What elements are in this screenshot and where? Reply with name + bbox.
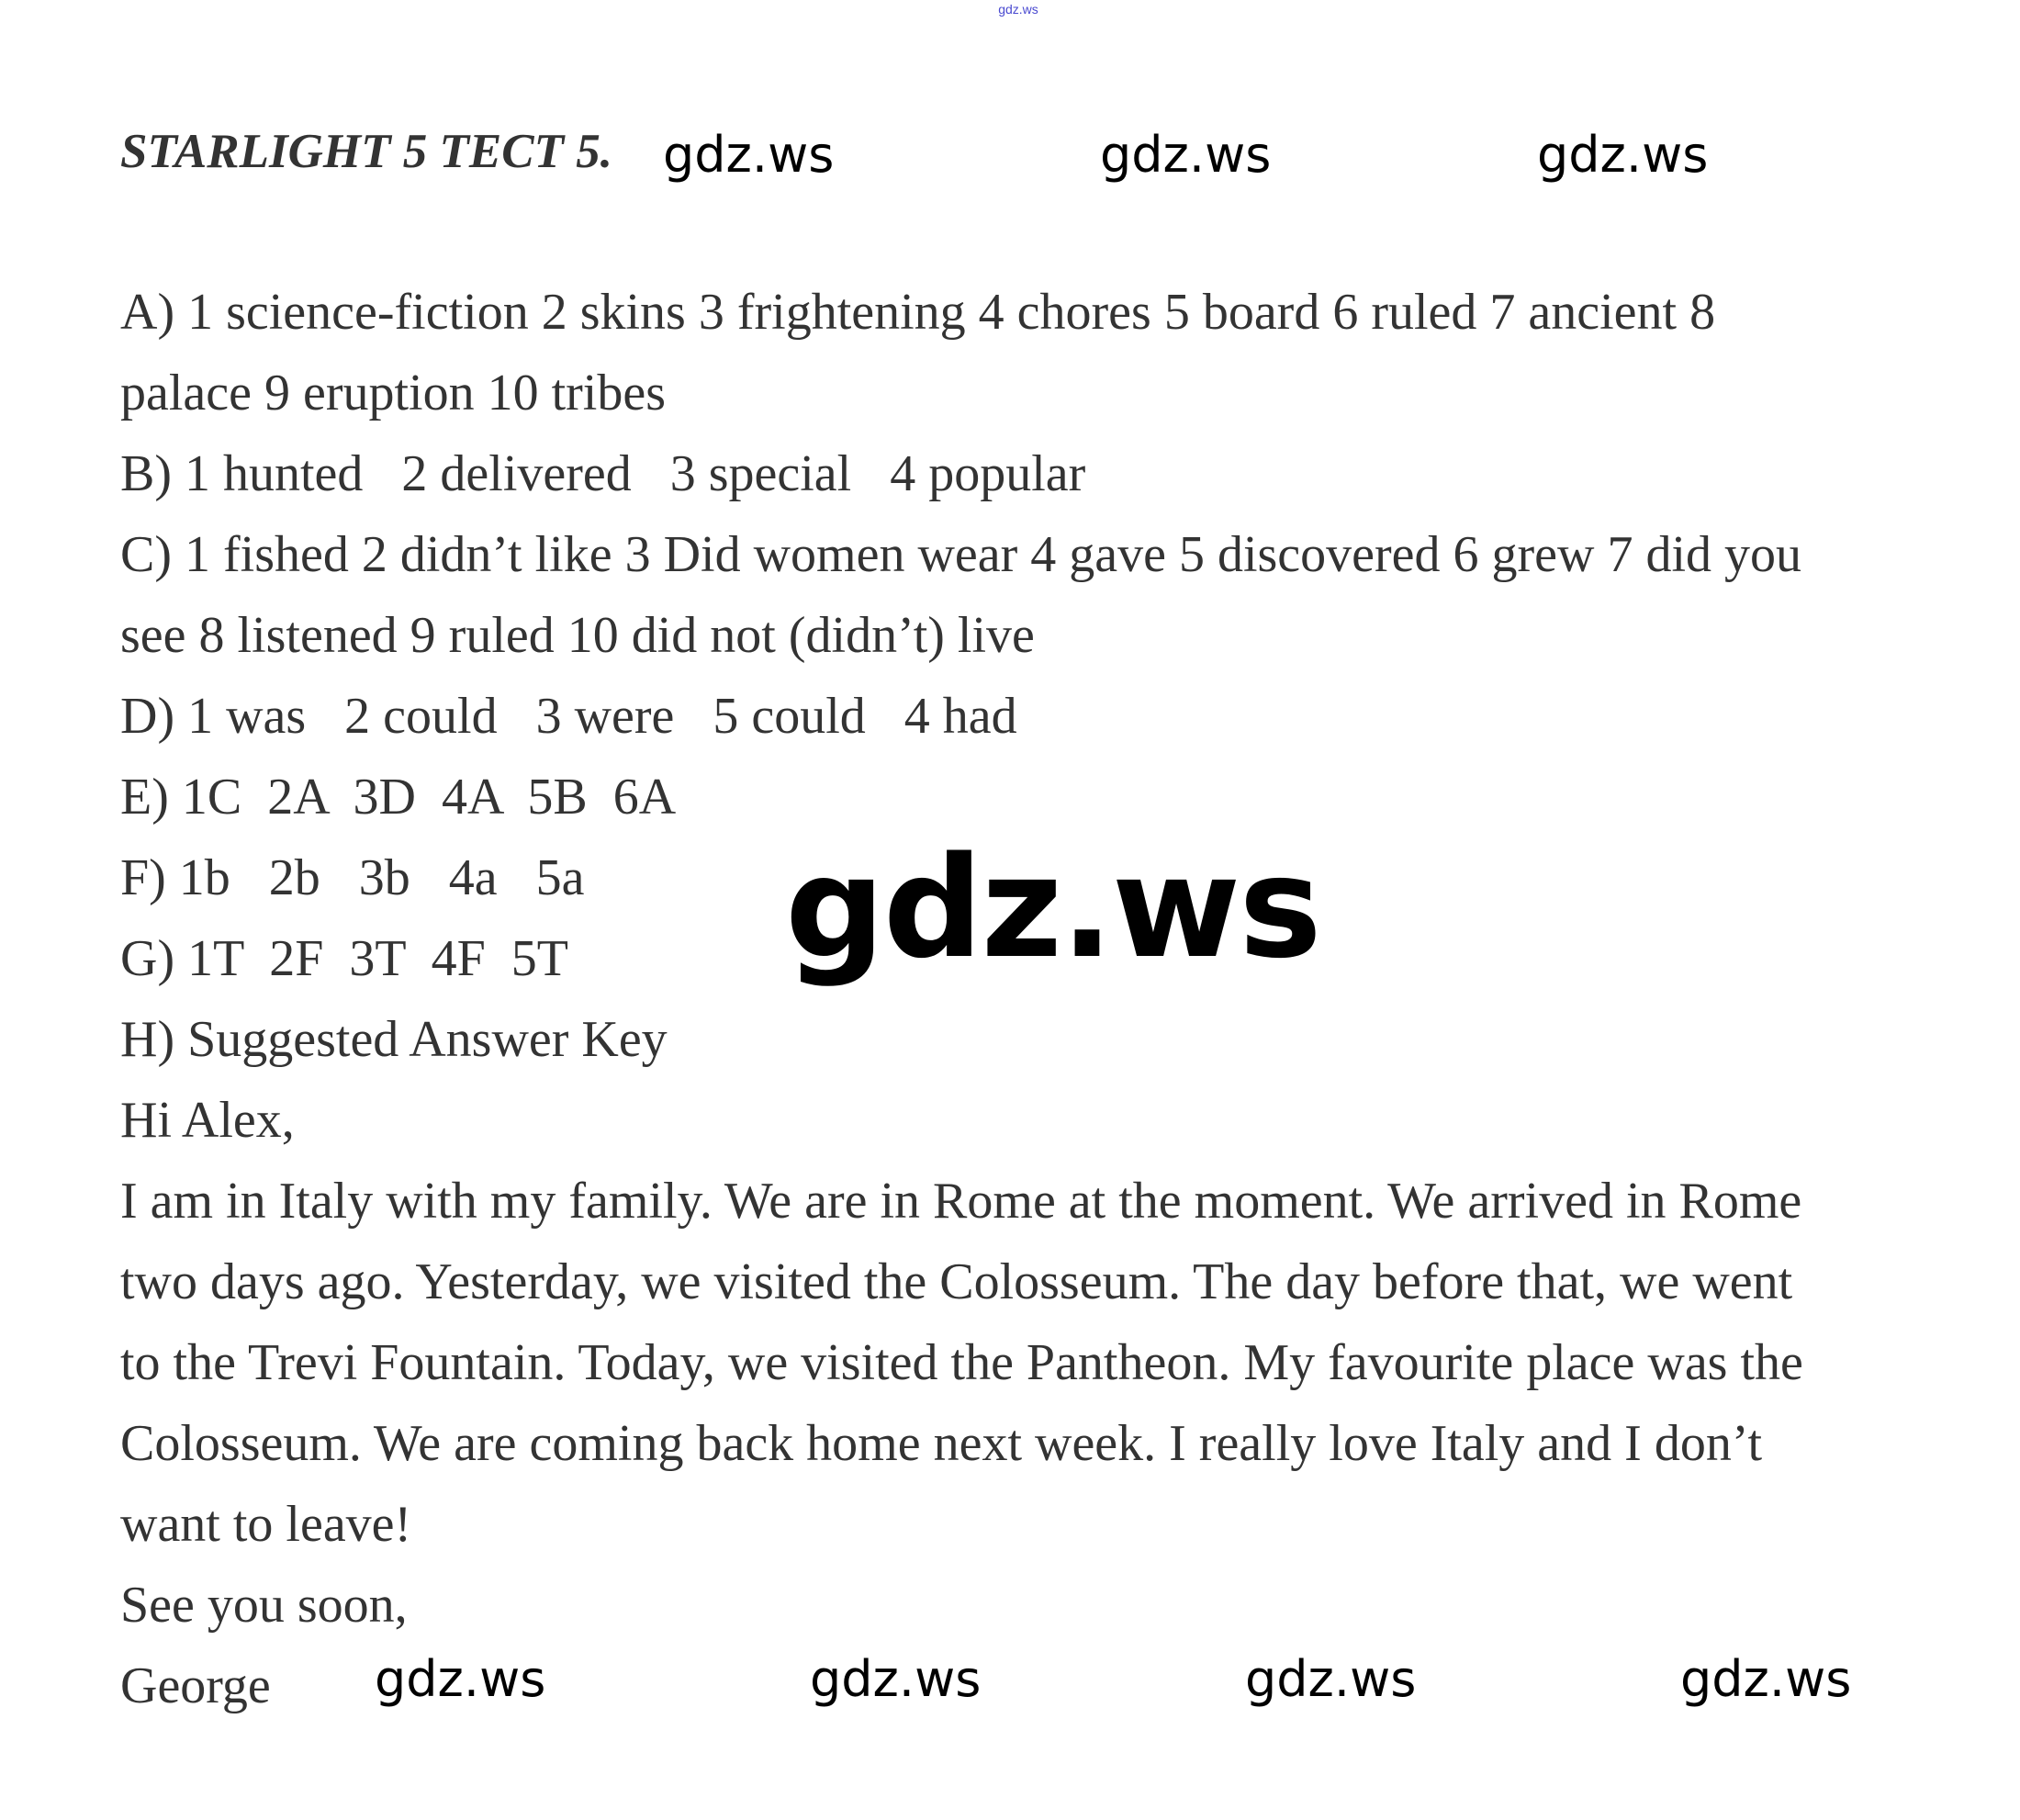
watermark: gdz.ws bbox=[1537, 126, 1709, 184]
letter-line: want to leave! bbox=[120, 1496, 412, 1553]
answer-h: H) Suggested Answer Key bbox=[120, 1011, 668, 1068]
watermark: gdz.ws bbox=[1100, 126, 1272, 184]
answer-f: F) 1b 2b 3b 4a 5a bbox=[120, 849, 585, 906]
letter-signature: George bbox=[120, 1657, 271, 1714]
watermark: gdz.ws bbox=[1680, 1650, 1852, 1708]
letter-greeting: Hi Alex, bbox=[120, 1092, 295, 1149]
letter-line: I am in Italy with my family. We are in Rome at the moment. We arrived in Rome bbox=[120, 1173, 1802, 1230]
answer-c-line: C) 1 fished 2 didn’t like 3 Did women wear 4 gave 5 discovered 6 grew 7 did you bbox=[120, 526, 1802, 583]
watermark-large: gdz.ws bbox=[785, 826, 1320, 989]
answer-g: G) 1T 2F 3T 4F 5T bbox=[120, 930, 568, 987]
letter-line: Colosseum. We are coming back home next week. I really love Italy and I don’t bbox=[120, 1415, 1763, 1472]
answer-text bbox=[120, 272, 1920, 1726]
letter-line: two days ago. Yesterday, we visited the Colosseum. The day before that, we went bbox=[120, 1253, 1793, 1310]
watermark: gdz.ws bbox=[1245, 1650, 1417, 1708]
answer-e: E) 1C 2A 3D 4A 5B 6A bbox=[120, 769, 677, 826]
page-title: STARLIGHT 5 TECT 5. bbox=[120, 125, 612, 178]
answer-a-line: palace 9 eruption 10 tribes bbox=[120, 365, 667, 421]
answer-b: B) 1 hunted 2 delivered 3 special 4 popular bbox=[120, 445, 1086, 502]
site-link[interactable]: gdz.ws bbox=[998, 2, 1038, 17]
answer-a-line: A) 1 science-fiction 2 skins 3 frightening 4 chores 5 board 6 ruled 7 ancient 8 bbox=[120, 284, 1716, 341]
watermark: gdz.ws bbox=[810, 1650, 982, 1708]
watermark: gdz.ws bbox=[663, 126, 835, 184]
letter-closing: See you soon, bbox=[120, 1577, 408, 1634]
answer-c-line: see 8 listened 9 ruled 10 did not (didn’t) live bbox=[120, 607, 1035, 664]
answer-d: D) 1 was 2 could 3 were 5 could 4 had bbox=[120, 688, 1017, 745]
letter-line: to the Trevi Fountain. Today, we visited the Pantheon. My favourite place was the bbox=[120, 1334, 1803, 1391]
watermark: gdz.ws bbox=[375, 1650, 546, 1708]
